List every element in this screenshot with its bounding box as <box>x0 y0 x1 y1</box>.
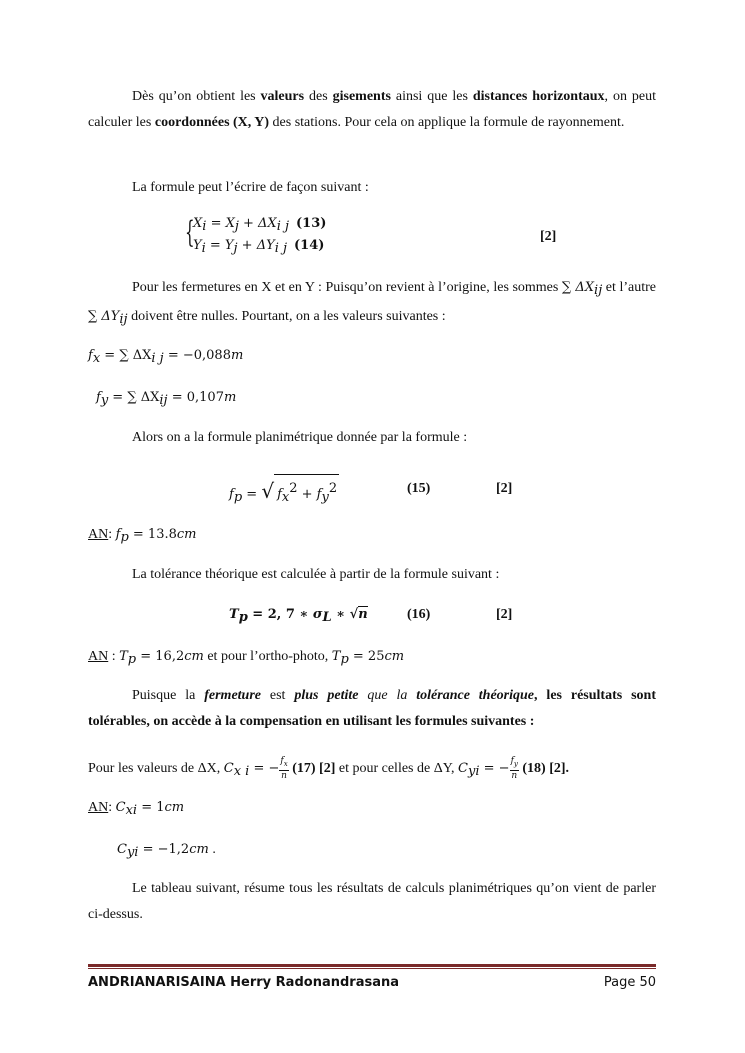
math: cm <box>176 527 197 542</box>
equation-number: (17) [2] <box>288 761 336 777</box>
math-sub: ij <box>159 393 168 408</box>
text: est <box>261 688 295 703</box>
math: = ∑ ΔX <box>108 390 160 405</box>
math: f <box>88 348 93 363</box>
math-sub: y <box>513 760 518 768</box>
sqrt-content <box>274 474 339 512</box>
reference-citation <box>540 227 556 247</box>
text: Dès qu’on obtient les <box>132 89 261 104</box>
math: C <box>458 761 468 777</box>
text: : <box>108 800 116 815</box>
text: ainsi que les <box>390 89 473 104</box>
bold-text: gisements <box>332 89 391 104</box>
application-cxi <box>88 798 184 821</box>
math: f <box>316 487 322 502</box>
math-sub: x <box>92 351 101 366</box>
bold-italic-text: plus petite <box>294 688 359 703</box>
math: T <box>229 607 239 622</box>
math-sub: x <box>283 760 288 768</box>
math: f <box>115 527 121 542</box>
math: = 0,107 <box>167 390 224 405</box>
math-sub: yi <box>467 764 480 780</box>
math: = −1,2 <box>138 842 190 857</box>
math-sub: yi <box>126 845 139 860</box>
reference-text: [2] <box>540 229 557 244</box>
equation-number: (13) <box>296 216 327 231</box>
math: = X <box>206 216 235 231</box>
math: = 2, 7 ∗ <box>247 607 313 622</box>
math: = ∑ ΔX <box>100 348 152 363</box>
text: Pour les fermetures en X et en Y : Puisqu’on revient à l’origine, les sommes <box>132 280 562 295</box>
math-sub: p <box>238 610 248 625</box>
paragraph-table-intro: Le tableau suivant, résume tous les résultats de calculs planimétriques qu’on vient de parler ci-dessus. <box>88 881 656 922</box>
paragraph-formula-intro: La formule peut l’écrire de façon suivant : <box>132 180 369 195</box>
paragraph-compensation <box>88 683 656 735</box>
math-sub: j <box>234 219 239 234</box>
math-sub: i j <box>274 241 288 256</box>
reference-citation <box>496 605 512 625</box>
math: f <box>96 390 101 405</box>
paragraph-coordinates-intro <box>88 84 656 136</box>
math: ∗ √ <box>331 607 359 622</box>
paragraph-tolerance: La tolérance théorique est calculée à partir de la formule suivant : <box>132 567 500 582</box>
an-label: AN <box>88 649 109 664</box>
math: Y <box>193 238 202 253</box>
math-sub: y <box>100 393 109 408</box>
math: n <box>358 607 368 622</box>
text: et <box>602 280 616 295</box>
text: , les résultats sont tolérables, on accède à la compensation en utilisant les formules suivantes : <box>88 688 656 729</box>
text: Puisque la <box>132 688 205 703</box>
math-sub: y <box>321 490 329 505</box>
math: cm <box>189 842 209 857</box>
text: des stations. Pour cela on applique la formule de rayonnement. <box>269 115 625 130</box>
an-label: AN <box>88 527 109 542</box>
text: : <box>108 649 120 664</box>
math: f <box>229 487 234 502</box>
math-sub: i j <box>276 219 290 234</box>
math: cm <box>184 649 204 664</box>
paragraph-compensation-formulas <box>88 756 569 784</box>
footer-author: ANDRIANARISAINA Herry Radonandrasana <box>88 975 400 990</box>
math-sub: i <box>201 241 206 256</box>
reference-text: [2] <box>496 481 513 496</box>
math-sub: ij <box>594 283 603 298</box>
equation-fy <box>96 388 236 411</box>
math-sub: x i <box>233 764 250 780</box>
math-sup: 2 <box>289 481 298 496</box>
equation-number: (14) <box>294 238 325 253</box>
math-sub: i j <box>151 351 164 366</box>
fraction-fx-n <box>279 756 288 782</box>
an-label: AN <box>88 800 109 815</box>
math: + <box>297 487 317 502</box>
paragraph-closures <box>88 275 656 333</box>
sqrt-symbol: √ <box>261 479 275 503</box>
equation-number-text: (15) <box>407 481 431 496</box>
math-sub: p <box>127 652 137 667</box>
math: = − <box>479 761 510 777</box>
math: = <box>242 487 262 502</box>
math: + ΔX <box>238 216 277 231</box>
equation-number <box>407 605 430 625</box>
footer-rule <box>88 964 656 967</box>
math-sup: 2 <box>328 481 338 496</box>
equation-15 <box>229 474 339 512</box>
math-sub: j <box>233 241 238 256</box>
text: et pour l’ortho-photo, <box>203 649 332 664</box>
math: C <box>115 800 126 815</box>
brace-symbol: { <box>185 215 195 250</box>
math: cm <box>164 800 185 815</box>
math: C <box>117 842 127 857</box>
math-sub: L <box>322 610 332 625</box>
math: n <box>511 771 518 781</box>
math: n <box>281 771 287 781</box>
text: Pour les valeurs de ΔX, <box>88 761 224 777</box>
math: f <box>510 756 514 766</box>
math: = 1 <box>137 800 165 815</box>
math: = 13.8 <box>128 527 177 542</box>
reference-citation <box>496 479 512 499</box>
text: des <box>304 89 333 104</box>
equation-14 <box>193 236 324 259</box>
application-fp <box>88 525 196 548</box>
application-tp <box>88 647 404 670</box>
math: f <box>280 756 284 766</box>
bold-text: coordonnées (X, Y) <box>154 115 270 130</box>
math: f <box>277 487 282 502</box>
math: = 25 <box>348 649 385 664</box>
math: = −0,088 <box>163 348 231 363</box>
math: X <box>193 216 203 231</box>
bold-text: distances horizontaux <box>472 89 605 104</box>
equation-number-text: (16) <box>407 607 431 622</box>
math-sub: p <box>340 652 349 667</box>
math: + ΔY <box>237 238 275 253</box>
math: m <box>223 390 237 405</box>
math: σ <box>312 607 323 622</box>
math: = Y <box>205 238 234 253</box>
math: ∑ ΔY <box>88 309 120 324</box>
math: T <box>331 649 341 664</box>
footer-rule <box>88 968 656 969</box>
footer-page-number: Page 50 <box>603 975 656 990</box>
math-sub: p <box>233 490 243 505</box>
math-sub: i <box>202 219 207 234</box>
reference-text: [2] <box>496 607 513 622</box>
equation-fx <box>88 346 243 369</box>
math: T <box>119 649 128 664</box>
text: : <box>108 527 116 542</box>
math: = 16,2 <box>136 649 185 664</box>
math-sub: p <box>120 530 129 545</box>
italic-text: que la <box>358 688 417 703</box>
math: m <box>230 348 244 363</box>
math-sub: x <box>281 490 290 505</box>
text: et pour celles de ΔY, <box>335 761 459 777</box>
paragraph-planimetric-formula: Alors on a la formule planimétrique donnée par la formule : <box>132 430 468 445</box>
equation-number: (18) [2]. <box>518 761 570 777</box>
math: C <box>223 761 234 777</box>
bold-italic-text: fermeture <box>204 688 261 703</box>
equation-number <box>407 479 430 499</box>
equation-13 <box>193 214 326 237</box>
text: l’autre <box>619 280 656 295</box>
application-cyi <box>117 840 216 863</box>
text: . <box>208 842 216 857</box>
math: ∑ ΔX <box>561 280 595 295</box>
text: doivent être nulles. Pourtant, on a les valeurs suivantes : <box>127 309 446 324</box>
math: cm <box>384 649 405 664</box>
equation-16 <box>229 605 368 628</box>
fraction-fy-n <box>510 756 519 782</box>
bold-italic-text: tolérance théorique <box>416 688 535 703</box>
bold-text: valeurs <box>260 89 305 104</box>
math: = − <box>249 761 280 777</box>
text: , on peut calculer les <box>88 89 656 130</box>
math-sub: ij <box>119 312 128 327</box>
math-sub: xi <box>125 803 138 818</box>
